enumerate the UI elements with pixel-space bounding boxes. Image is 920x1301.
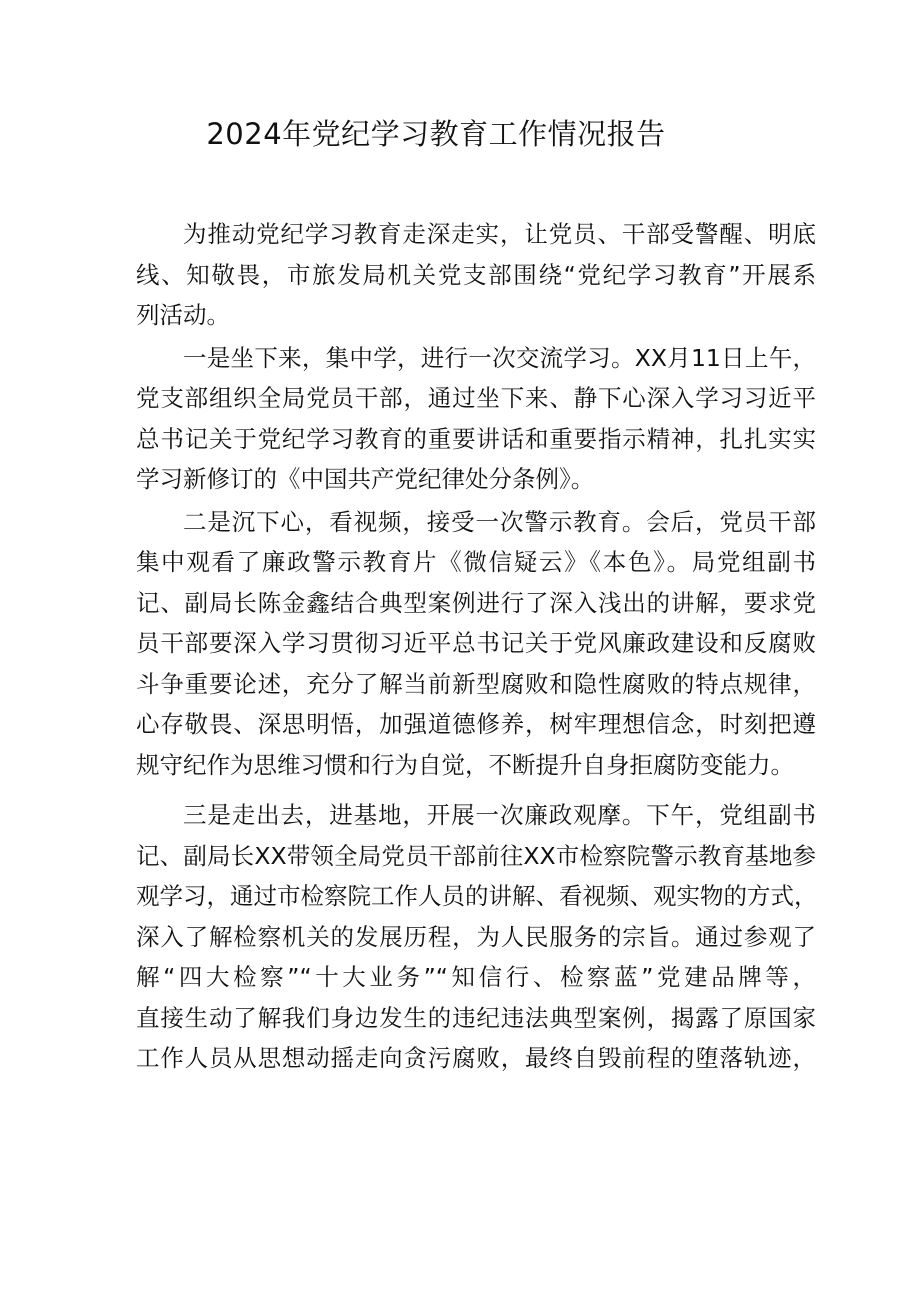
- text-line: 观学习，通过市检察院工作人员的讲解、看视频、观实物的方式，: [136, 882, 818, 910]
- text-line: 总书记关于党纪学习教育的重要讲话和重要指示精神，扎扎实实: [136, 424, 816, 453]
- text-line: 记、副局长陈金鑫结合典型案例进行了深入浅出的讲解，要求党: [136, 588, 816, 617]
- text-line: 斗争重要论述，充分了解当前新型腐败和隐性腐败的特点规律，: [136, 669, 816, 698]
- paragraph-base-visit: [136, 795, 816, 1079]
- text-line: 心存敬畏、深思明悟，加强道德修养，树牢理想信念，时刻把遵: [136, 710, 816, 738]
- paragraph-gap: [136, 785, 816, 795]
- text-line: 工作人员从思想动摇走向贪污腐败，最终自毁前程的堕落轨迹，: [136, 1044, 816, 1072]
- text-line: 学习新修订的《中国共产党纪律处分条例》。: [136, 465, 595, 493]
- text-line: 深入了解检察机关的发展历程，为人民服务的宗旨。通过参观了: [136, 922, 816, 951]
- text-line: 党支部组织全局党员干部，通过坐下来、静下心深入学习习近平: [136, 384, 816, 412]
- text-line: 记、副局长XX带领全局党员干部前往XX市检察院警示教育基地参: [136, 841, 816, 870]
- text-line: 为推动党纪学习教育走深走实，让党员、干部受警醒、明底: [183, 220, 816, 248]
- text-line: 员干部要深入学习贯彻习近平总书记关于党风廉政建设和反腐败: [136, 629, 816, 657]
- paragraph-intro: [136, 214, 816, 336]
- text-line: 直接生动了解我们身边发生的违纪违法典型案例，揭露了原国家: [136, 1003, 816, 1032]
- text-line: 线、知敬畏，市旅发局机关党支部围绕“党纪学习教育”开展系: [136, 260, 816, 289]
- document-body: [136, 214, 816, 1079]
- text-line: 解“四大检察”“十大业务”“知信行、检察蓝”党建品牌等，: [136, 963, 816, 991]
- text-line: 一是坐下来，集中学，进行一次交流学习。XX月11日上午，: [183, 343, 816, 372]
- paragraph-study: [136, 338, 816, 500]
- document-title: 2024年党纪学习教育工作情况报告: [206, 117, 666, 151]
- paragraph-warning-education: [136, 502, 816, 786]
- text-line: 三是走出去，进基地，开展一次廉政观摩。下午，党组副书: [183, 801, 816, 829]
- text-line: 二是沉下心，看视频，接受一次警示教育。会后，党员干部: [183, 507, 816, 536]
- text-line: 列活动。: [136, 301, 230, 329]
- text-line: 集中观看了廉政警示教育片《微信疑云》《本色》。局党组副书: [136, 548, 816, 576]
- text-line: 规守纪作为思维习惯和行为自觉，不断提升自身拒腐防变能力。: [136, 750, 794, 779]
